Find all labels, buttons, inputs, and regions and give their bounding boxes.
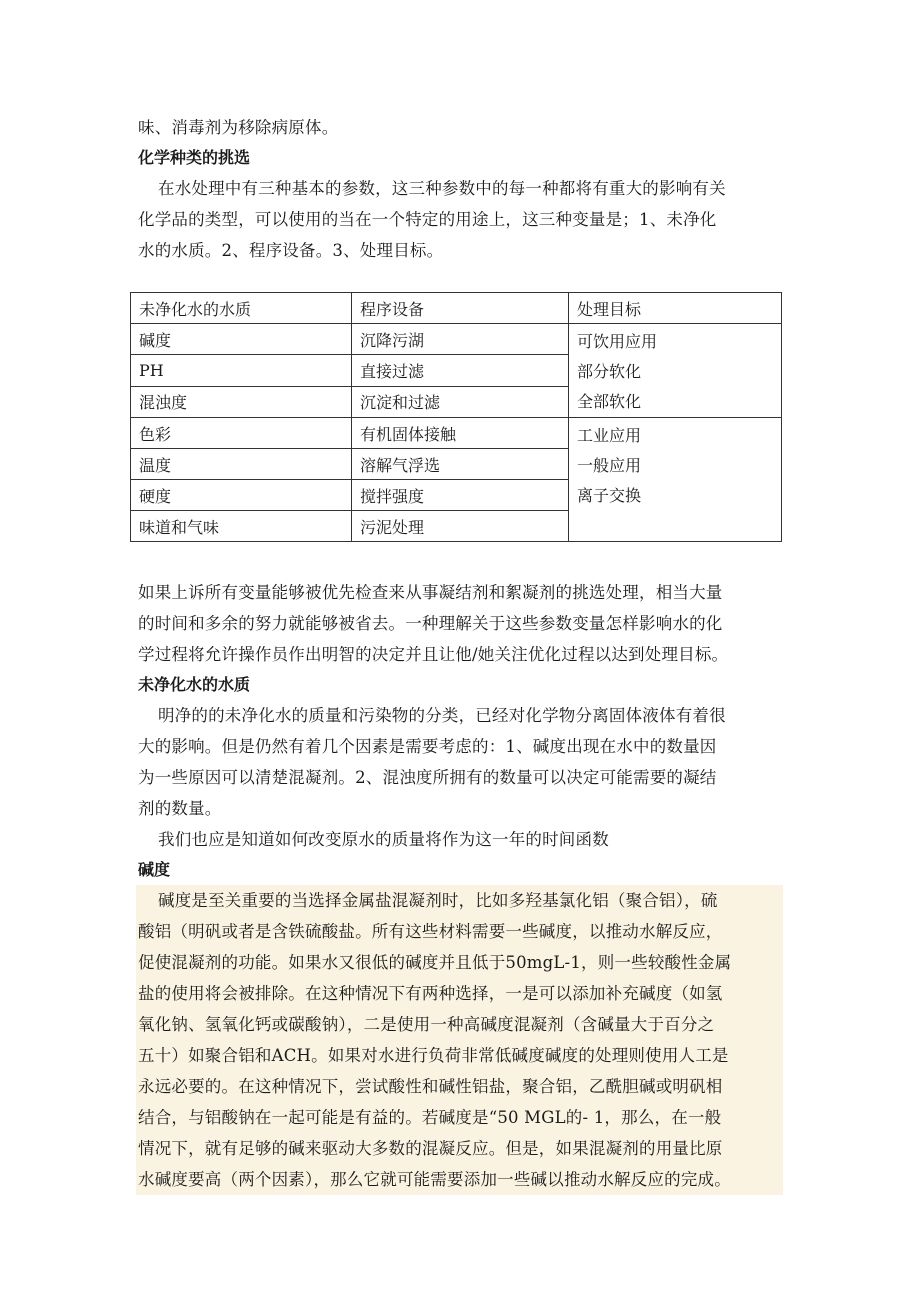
paragraph-line: 氧化钠、氢氧化钙或碳酸钠），二是使用一种高碱度混凝剂（含碱量大于百分之 — [138, 1015, 715, 1034]
table-cell: 沉淀和过滤 — [352, 386, 569, 417]
table-cell: 色彩 — [131, 418, 352, 449]
table-header-cell: 处理目标 — [569, 293, 782, 324]
intro-line: 味、消毒剂为移除病原体。 — [138, 118, 339, 137]
parameters-table — [130, 292, 782, 542]
table-cell: 有机固体接触 — [352, 418, 569, 449]
table-cell: 可饮用应用 — [577, 332, 658, 351]
table-cell: 硬度 — [131, 480, 352, 511]
table-cell: 混浊度 — [131, 386, 352, 417]
table-cell: 污泥处理 — [352, 511, 569, 542]
paragraph-line: 促使混凝剂的功能。如果水又很低的碱度并且低于50mgL-1，则一些较酸性金属 — [138, 953, 732, 972]
table-cell: 味道和气味 — [131, 511, 352, 542]
paragraph-line: 永远必要的。在这种情况下，尝试酸性和碱性铝盐，聚合铝，乙酰胆碱或明矾相 — [138, 1077, 723, 1096]
table-cell: 工业应用 — [577, 426, 642, 445]
paragraph-line: 我们也应是知道如何改变原水的质量将作为这一年的时间函数 — [158, 830, 609, 849]
paragraph-line: 在水处理中有三种基本的参数，这三种参数中的每一种都将有重大的影响有关 — [158, 179, 726, 198]
paragraph-line: 大的影响。但是仍然有着几个因素是需要考虑的：1、碱度出现在水中的数量因 — [138, 737, 717, 756]
table-cell: PH — [131, 355, 352, 386]
table-cell: 温度 — [131, 449, 352, 480]
paragraph-line: 化学品的类型，可以使用的当在一个特定的用途上，这三种变量是；1、未净化 — [138, 210, 717, 229]
highlighted-paragraph — [136, 885, 783, 1195]
paragraph-line: 学过程将允许操作员作出明智的决定并且让他/她关注优化过程以达到处理目标。 — [138, 645, 729, 664]
paragraph-line: 情况下，就有足够的碱来驱动大多数的混凝反应。但是，如果混凝剂的用量比原 — [138, 1139, 723, 1158]
paragraph-line: 结合，与铝酸钠在一起可能是有益的。若碱度是“50 MGL的- 1，那么，在一般 — [138, 1108, 722, 1127]
paragraph-line: 明净的的未净化水的质量和污染物的分类，已经对化学物分离固体液体有着很 — [158, 706, 726, 725]
table-header-cell: 程序设备 — [352, 293, 569, 324]
table-row — [131, 324, 782, 355]
paragraph-line: 的时间和多余的努力就能够被省去。一种理解关于这些参数变量怎样影响水的化 — [138, 614, 723, 633]
paragraph-line: 碱度是至关重要的当选择金属盐混凝剂时，比如多羟基氯化铝（聚合铝），硫 — [158, 891, 718, 910]
paragraph-line: 盐的使用将会被排除。在这种情况下有两种选择，一是可以添加补充碱度（如氢 — [138, 984, 723, 1003]
table-cell: 搅拌强度 — [352, 480, 569, 511]
table-cell: 部分软化 — [577, 362, 642, 381]
paragraph-line: 剂的数量。 — [138, 799, 222, 818]
table-header-row — [131, 293, 782, 324]
paragraph-line: 五十）如聚合铝和ACH。如果对水进行负荷非常低碱度碱度的处理则使用人工是 — [138, 1046, 729, 1065]
section-heading-alkalinity: 碱度 — [138, 860, 171, 879]
table-row — [131, 418, 782, 449]
paragraph-line: 酸铝（明矾或者是含铁硫酸盐。所有这些材料需要一些碱度，以推动水解反应， — [138, 922, 723, 941]
table-cell: 碱度 — [131, 324, 352, 355]
table-cell: 全部软化 — [577, 392, 642, 411]
paragraph-line: 水的水质。2、程序设备。3、处理目标。 — [138, 241, 444, 260]
table-cell: 沉降污湖 — [352, 324, 569, 355]
document-body-continued — [138, 577, 798, 1195]
document-body — [138, 112, 788, 266]
table-header-cell: 未净化水的水质 — [131, 293, 352, 324]
paragraph-line: 水碱度要高（两个因素），那么它就可能需要添加一些碱以推动水解反应的完成。 — [138, 1170, 731, 1189]
table-cell: 一般应用 — [577, 456, 642, 475]
table-cell: 离子交换 — [577, 486, 642, 505]
paragraph-line: 如果上诉所有变量能够被优先检查来从事凝结剂和絮凝剂的挑选处理，相当大量 — [138, 583, 723, 602]
table-cell: 溶解气浮选 — [352, 449, 569, 480]
section-heading-chemical-selection: 化学种类的挑选 — [138, 148, 251, 167]
paragraph-line: 为一些原因可以清楚混凝剂。2、混浊度所拥有的数量可以决定可能需要的凝结 — [138, 768, 717, 787]
goals-group-industrial — [569, 418, 782, 542]
table-cell: 直接过滤 — [352, 355, 569, 386]
goals-group-potable — [569, 324, 782, 418]
section-heading-raw-water-quality: 未净化水的水质 — [138, 675, 251, 694]
